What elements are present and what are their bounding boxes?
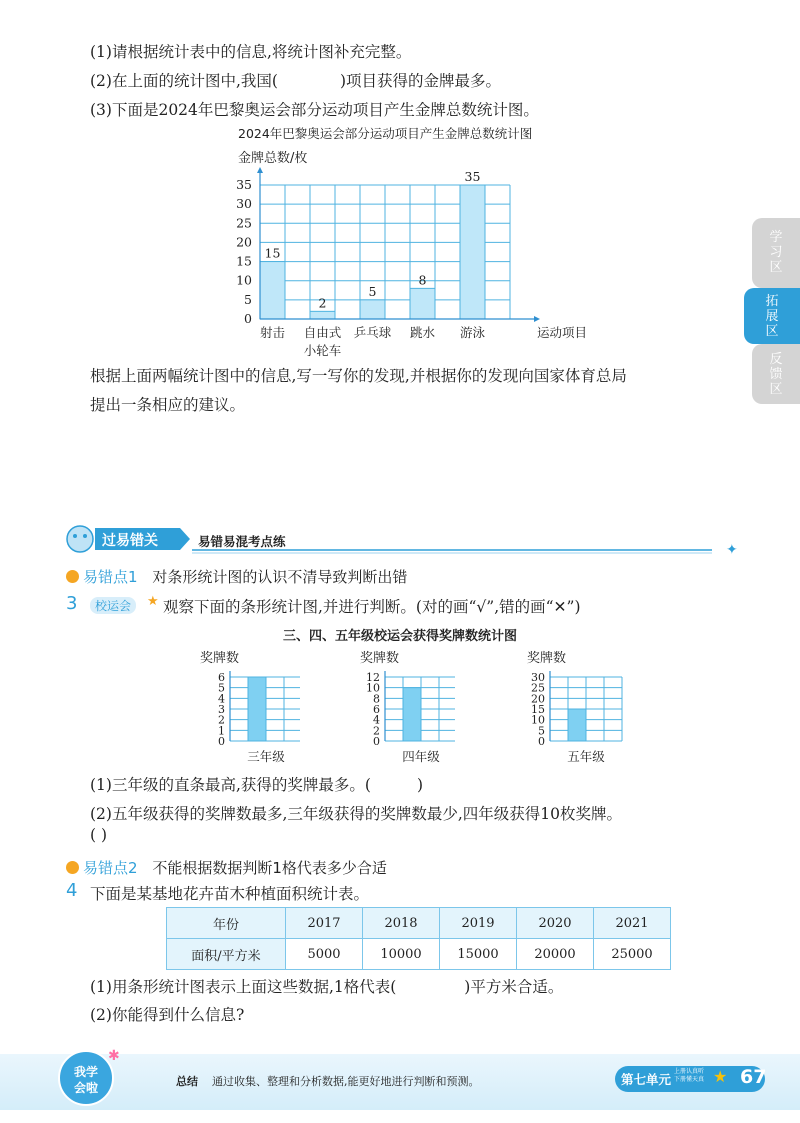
summary-text: 通过收集、整理和分析数据,能更好地进行判断和预测。 <box>212 1075 480 1088</box>
x-category-label: 乒乓球 <box>353 325 392 340</box>
finding-question-line1: 根据上面两幅统计图中的信息,写一写你的发现,并根据你的发现向国家体育总局 <box>90 367 627 385</box>
pitfall-2 <box>66 857 387 878</box>
y-tick-label: 15 <box>236 253 252 269</box>
bulb-icon <box>66 861 79 874</box>
table-cell: 2017 <box>286 908 363 939</box>
table-cell: 2018 <box>363 908 440 939</box>
bar-value-label: 35 <box>464 169 481 184</box>
unit-small-line-1: 上册认真听 <box>674 1068 705 1075</box>
bar <box>248 677 266 741</box>
x-category-label: 五年级 <box>567 749 605 764</box>
y-tick-label: 10 <box>236 272 252 288</box>
medal-chart-4-ylabel: 奖牌数 <box>360 651 400 666</box>
table-cell: 2019 <box>440 908 517 939</box>
question-4-number: 4 <box>66 880 78 901</box>
y-tick-label: 12 <box>366 671 380 684</box>
bar <box>460 185 485 319</box>
bar-value-label: 2 <box>318 295 327 311</box>
y-tick-label: 10 <box>531 713 545 727</box>
mascot-line-1: 我学 <box>73 1065 98 1079</box>
y-axis-arrow <box>257 167 263 173</box>
y-tick-label: 6 <box>373 703 380 716</box>
x-category-label: 自由式 <box>303 325 342 340</box>
y-tick-label: 30 <box>236 196 252 212</box>
finding-question-line2: 提出一条相应的建议。 <box>90 396 246 414</box>
y-tick-label: 25 <box>236 215 252 231</box>
y-tick-label: 2 <box>218 713 225 727</box>
bar-value-label: 15 <box>264 245 281 261</box>
table-row <box>167 939 671 970</box>
y-tick-label: 15 <box>531 703 545 716</box>
x-category-label: 小轮车 <box>303 343 342 358</box>
question-4-sub-1 <box>90 975 563 997</box>
question-3-sub-1-prefix: (1)三年级的直条最高,获得的奖牌最多。( <box>90 776 371 794</box>
table-cell: 15000 <box>440 939 517 970</box>
star-icon: ★ <box>147 594 159 609</box>
olympic-chart-ylabel: 金牌总数/枚 <box>238 151 308 166</box>
bar <box>403 688 421 741</box>
answer-area[interactable] <box>90 420 740 520</box>
mascot-line-2: 会啦 <box>73 1081 98 1095</box>
y-tick-label: 1 <box>218 724 225 738</box>
y-tick-label: 30 <box>531 671 545 684</box>
grade-3-bar-chart <box>200 667 300 767</box>
section-subtitle: 易错易混考点练 <box>198 534 286 549</box>
bar <box>410 288 435 319</box>
y-tick-label: 5 <box>538 724 545 738</box>
y-tick-label: 20 <box>236 234 252 250</box>
medal-chart-title: 三、四、五年级校运会获得奖牌数统计图 <box>282 629 517 644</box>
question-4-sub-1-prefix: (1)用条形统计图表示上面这些数据,1格代表( <box>90 978 397 996</box>
table-cell: 25000 <box>594 939 671 970</box>
question-4-sub-2: (2)你能得到什么信息? <box>90 1006 245 1024</box>
tab-study-zone[interactable] <box>752 218 800 288</box>
mascot-badge <box>58 1050 114 1106</box>
y-tick-label: 3 <box>218 703 225 716</box>
y-tick-label: 0 <box>218 735 225 748</box>
area-table <box>166 907 671 970</box>
x-category-label: 跳水 <box>409 325 436 340</box>
character-icon: ★ <box>713 1067 728 1086</box>
y-tick-label: 6 <box>218 671 225 684</box>
pitfall-1-label: 易错点1 <box>83 568 138 586</box>
tab-feedback-zone[interactable] <box>752 344 800 404</box>
y-tick-label: 5 <box>244 291 252 307</box>
tab-extend-zone[interactable] <box>744 288 800 344</box>
medal-chart-5-ylabel: 奖牌数 <box>527 651 567 666</box>
tab-extend-zone-label: 拓展区 <box>765 294 779 339</box>
table-cell: 年份 <box>167 908 286 939</box>
bar <box>360 300 385 319</box>
pitfall-2-text: 不能根据数据判断1格代表多少合适 <box>152 859 387 877</box>
table-cell: 10000 <box>363 939 440 970</box>
tab-feedback-zone-label: 反馈区 <box>769 352 783 397</box>
y-tick-label: 5 <box>218 681 225 695</box>
question-3-text: 观察下面的条形统计图,并进行判断。(对的画“√”,错的画“✕”) <box>163 598 581 616</box>
bar <box>310 311 335 319</box>
pitfall-2-label: 易错点2 <box>83 859 138 877</box>
table-cell: 2020 <box>517 908 594 939</box>
summary-label: 总结 <box>176 1075 198 1088</box>
medal-chart-3-ylabel: 奖牌数 <box>200 651 240 666</box>
table-cell: 5000 <box>286 939 363 970</box>
x-category-label: 三年级 <box>247 749 285 764</box>
y-tick-label: 25 <box>531 681 545 695</box>
olympic-chart-title: 2024年巴黎奥运会部分运动项目产生金牌总数统计图 <box>238 126 533 141</box>
sub-question-2-suffix: )项目获得的金牌最多。 <box>339 72 501 90</box>
pitfall-1 <box>66 566 407 587</box>
y-tick-label: 4 <box>373 713 380 727</box>
table-cell: 面积/平方米 <box>167 939 286 970</box>
question-3-number: 3 <box>66 593 78 614</box>
bar <box>260 262 285 319</box>
question-4-sub-1-suffix: )平方米合适。 <box>464 978 564 996</box>
table-header-row <box>167 908 671 939</box>
sparkle-icon: ✱ <box>108 1048 120 1064</box>
section-badge: 过易错关 <box>102 533 158 549</box>
pitfall-1-text: 对条形统计图的认识不清导致判断出错 <box>152 568 408 586</box>
x-category-label: 游泳 <box>459 325 486 340</box>
sub-question-1: (1)请根据统计表中的信息,将统计图补充完整。 <box>90 43 412 61</box>
unit-small-text <box>674 1068 704 1084</box>
table-cell: 20000 <box>517 939 594 970</box>
sub-question-3: (3)下面是2024年巴黎奥运会部分运动项目产生金牌总数统计图。 <box>90 101 539 119</box>
sub-question-2 <box>90 69 501 91</box>
section-header-decoration <box>62 522 738 558</box>
question-3-sub-1 <box>90 773 423 795</box>
x-axis-arrow <box>534 316 540 322</box>
grade-4-bar-chart <box>355 667 455 767</box>
page-number: 67 <box>740 1066 767 1088</box>
question-4-text: 下面是某基地花卉苗木种植面积统计表。 <box>90 885 370 903</box>
table-cell: 2021 <box>594 908 671 939</box>
sub-question-2-prefix: (2)在上面的统计图中,我国( <box>90 72 278 90</box>
x-category-label: 四年级 <box>402 749 440 764</box>
y-tick-label: 0 <box>538 735 545 748</box>
x-category-label: 射击 <box>259 325 286 340</box>
question-3-sub-1-suffix: ) <box>416 776 423 794</box>
grade-5-bar-chart <box>520 667 630 767</box>
x-axis-label: 运动项目 <box>536 325 588 340</box>
tab-study-zone-label: 学习区 <box>769 230 783 275</box>
bulb-icon <box>66 570 79 583</box>
y-tick-label: 4 <box>218 692 225 706</box>
bar-value-label: 5 <box>368 283 377 299</box>
y-tick-label: 0 <box>244 311 252 326</box>
unit-small-line-2: 下册懂天真 <box>674 1076 705 1083</box>
y-tick-label: 35 <box>236 177 252 192</box>
answer-blank[interactable]: ( ) <box>90 826 108 844</box>
question-3-sub-2: (2)五年级获得的奖牌数最多,三年级获得的奖牌数最少,四年级获得10枚奖牌。 <box>90 805 623 823</box>
y-tick-label: 10 <box>366 681 380 695</box>
bar-value-label: 8 <box>418 272 427 288</box>
question-3-tag: 校运会 <box>90 597 136 614</box>
y-tick-label: 20 <box>531 692 545 706</box>
y-tick-label: 2 <box>373 724 380 738</box>
y-tick-label: 0 <box>373 735 380 748</box>
y-tick-label: 8 <box>373 692 380 706</box>
bar <box>568 709 586 741</box>
olympic-bar-chart <box>226 165 606 365</box>
unit-label: 第七单元 <box>621 1072 672 1087</box>
svg-text:✦: ✦ <box>726 542 738 558</box>
